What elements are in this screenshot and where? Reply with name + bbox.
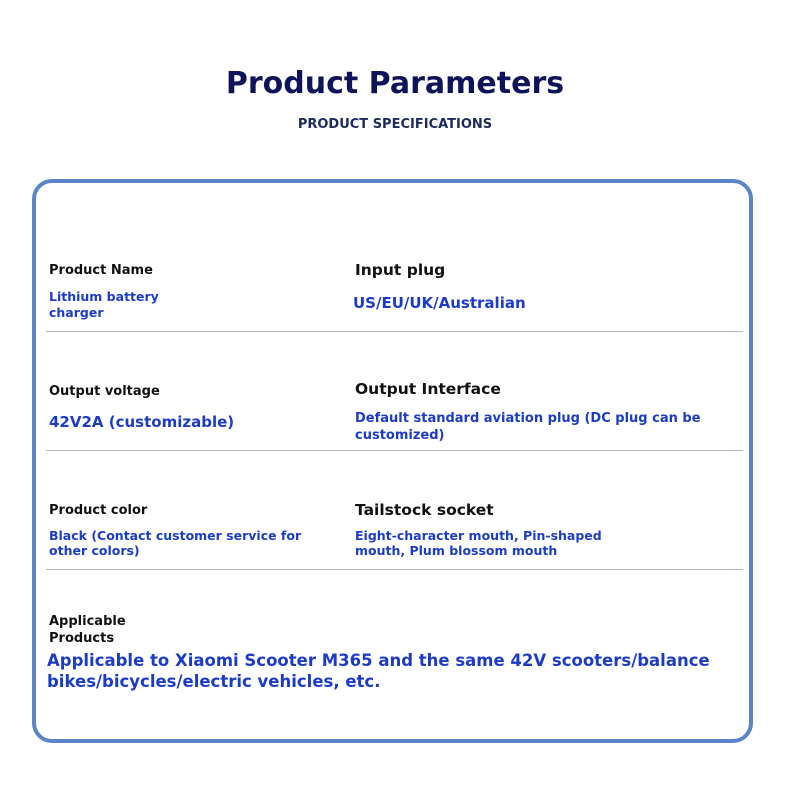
output-voltage-label: Output voltage: [49, 384, 160, 399]
input-plug-label: Input plug: [355, 261, 446, 279]
applicable-products-value: Applicable to Xiaomi Scooter M365 and the same 42V scooters/balance bikes/bicycles/electric vehicles, etc.: [47, 651, 710, 691]
row-divider-2: [46, 450, 743, 451]
output-interface-value: Default standard aviation plug (DC plug can be customized): [355, 411, 701, 443]
product-color-label: Product color: [49, 503, 148, 518]
tailstock-socket-label: Tailstock socket: [355, 501, 494, 519]
output-interface-label: Output Interface: [355, 380, 501, 398]
page-subtitle: PRODUCT SPECIFICATIONS: [297, 117, 493, 132]
input-plug-value: US/EU/UK/Australian: [353, 294, 526, 312]
tailstock-socket-value: Eight-character mouth, Pin-shaped mouth, Plum blossom mouth: [355, 528, 602, 558]
row-divider-1: [46, 331, 743, 332]
product-name-value: Lithium battery charger: [49, 289, 159, 320]
product-color-value: Black (Contact customer service for other colors): [49, 528, 302, 558]
page-title: Product Parameters: [225, 66, 565, 101]
output-voltage-value: 42V2A (customizable): [49, 413, 235, 431]
row-divider-3: [46, 569, 743, 570]
product-name-label: Product Name: [49, 263, 153, 278]
applicable-products-label: Applicable Products: [49, 614, 126, 646]
